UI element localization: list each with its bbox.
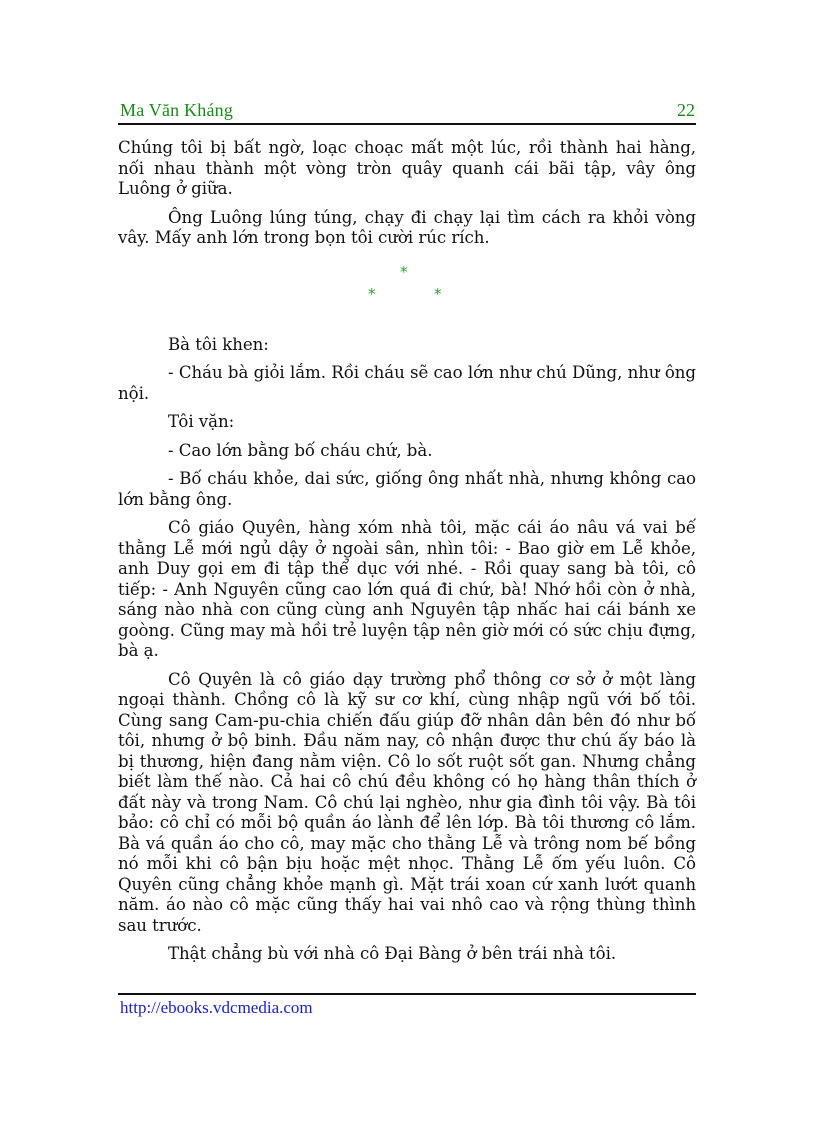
asterisk-ornament: * [434,284,442,303]
paragraph: Thật chẳng bù với nhà cô Đại Bàng ở bên trái nhà tôi. [168,944,617,963]
asterisk-ornament: * [400,262,408,281]
header-page-number: 22 [677,100,695,120]
footer-url-link[interactable]: http://ebooks.vdcmedia.com [120,998,313,1017]
paragraph: Tôi vặn: [168,412,235,431]
document-page [118,0,696,1123]
header-author: Ma Văn Kháng [120,100,234,120]
section-break [118,263,696,329]
paragraph: Cô giáo Quyên, hàng xóm nhà tôi, mặc cái áo nâu vá vai bế thằng Lễ mới ngủ dậy ở ngoài sân, nhìn tôi: - Bao giờ em Lễ khỏe, anh Duy gọi em đi tập thể dục với nhé. - Rồi quay sang bà tôi, cô tiếp: - Anh Nguyên cũng cao lớn quá đi chứ, bà! Nhớ hồi còn ở nhà, sáng nào nhà con cũng cùng anh Nguyên tập nhấc hai cái bánh xe goòng. Cũng may mà hồi trẻ luyện tập nên giờ mới có sức chịu đựng, bà ạ. [118,518,696,660]
paragraph: - Bố cháu khỏe, dai sức, giống ông nhất nhà, nhưng không cao lớn bằng ông. [118,469,696,509]
page-body [118,138,696,973]
paragraph: Chúng tôi bị bất ngờ, loạc choạc mất một lúc, rồi thành hai hàng, nối nhau thành một vòng tròn quây quanh cái bãi tập, vây ông Luông ở giữa. [118,138,696,198]
paragraph: Cô Quyên là cô giáo dạy trường phổ thông cơ sở ở một làng ngoại thành. Chồng cô là kỹ sư cơ khí, cùng nhập ngũ với bố tôi. Cùng sang Cam-pu-chia chiến đấu giúp đỡ nhân dân bên đó như bố tôi, nhưng ở bộ binh. Đầu năm nay, cô nhận được thư chú ấy báo là bị thương, hiện đang nằm viện. Cô lo sốt ruột sốt gan. Nhưng chẳng biết làm thế nào. Cả hai cô chú đều không có họ hàng thân thích ở đất này và trong Nam. Cô chú lại nghèo, như gia đình tôi vậy. Bà tôi bảo: cô chỉ có mỗi bộ quần áo lành để lên lớp. Bà tôi thương cô lắm. Bà vá quần áo cho cô, may mặc cho thằng Lễ và trông nom bế bồng nó mỗi khi cô bận bịu hoặc mệt nhọc. Thằng Lễ ốm yếu luôn. Cô Quyên cũng chẳng khỏe mạnh gì. Mặt trái xoan cứ xanh lướt quanh năm. áo nào cô mặc cũng thấy hai vai nhô cao và rộng thùng thình sau trước. [118,669,696,935]
paragraph: Bà tôi khen: [168,334,269,354]
paragraph: - Cháu bà giỏi lắm. Rồi cháu sẽ cao lớn như chú Dũng, như ông nội. [118,363,696,403]
page-footer [118,993,696,1017]
asterisk-ornament: * [368,284,376,303]
paragraph: Ông Luông lúng túng, chạy đi chạy lại tìm cách ra khỏi vòng vây. Mấy anh lớn trong bọn tôi cười rúc rích. [118,207,696,247]
page-header [118,99,696,125]
paragraph: - Cao lớn bằng bố cháu chứ, bà. [168,440,433,460]
